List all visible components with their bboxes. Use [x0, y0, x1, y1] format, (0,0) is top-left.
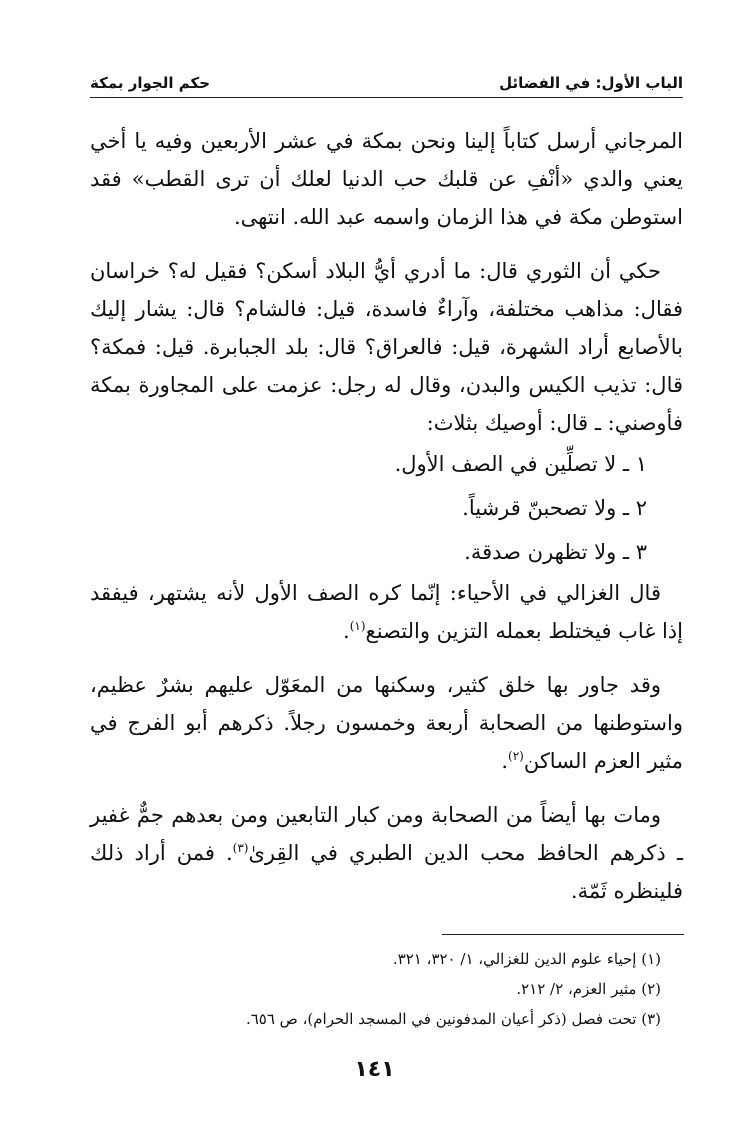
page-number: ١٤١ [354, 1057, 395, 1082]
ghazali-text: قال الغزالي في الأحياء: إنّما كره الصف الأول لأنه يشتهر، فيفقد إذا غاب فيختلط بعمله التزين والتصنع [90, 581, 683, 643]
footnote-marker-3: (٣) [232, 841, 249, 855]
list-item: ٢ ـ ولا تصحبنّ قرشياً. [462, 496, 647, 520]
running-header [90, 60, 683, 98]
footnote-item: (١) إحياء علوم الدين للغزالي، ١/ ٣٢٠، ٣٢١. [392, 950, 661, 968]
footnote-divider [442, 934, 684, 935]
list-item: ٣ ـ ولا تظهرن صدقة. [464, 540, 647, 564]
footnotes [90, 944, 661, 1034]
main-text [90, 122, 683, 910]
list-item: ١ ـ لا تصلِّين في الصف الأول. [394, 452, 647, 476]
paragraph-marjani: المرجاني أرسل كتاباً إلينا ونحن بمكة في عشر الأربعين وفيه يا أخي يعني والدي «أنْفِ عن قلبك حب الدنيا لعلك أن ترى القطب» فقد استوطن مكة في هذا الزمان واسمه عبد الله. انتهى. [90, 129, 683, 229]
footnote-marker-1: (١) [349, 619, 366, 633]
paragraph-jawar [90, 666, 683, 780]
jawar-text: وقد جاور بها خلق كثير، وسكنها من المعَوّل عليهم بشرٌ عظيم، واستوطنها من الصحابة أربعة وخمسون رجلاً. ذكرهم أبو الفرج في مثير العزم الساكن [90, 673, 683, 773]
paragraph-thawri: حكي أن الثوري قال: ما أدري أيُّ البلاد أسكن؟ فقيل له؟ خراسان فقال: مذاهب مختلفة، وآراءٌ فاسدة، قيل: فالشام؟ قال: يشار إليك بالأصابع أراد الشهرة، قيل: فالعراق؟ قال: بلد الجبابرة. قيل: فمكة؟ قال: تذيب الكيس والبدن، وقال له رجل: عزمت على المجاورة بمكة فأوصني: ـ قال: أوصيك بثلاث: [90, 259, 683, 435]
end-dot: . [343, 619, 350, 643]
paragraph-mat [90, 796, 683, 910]
footnote-item: (٣) تحت فصل (ذكر أعيان المدفونين في المسجد الحرام)، ص ٦٥٦. [245, 1010, 661, 1028]
end-dot: . [501, 749, 508, 773]
chapter-title: الباب الأول: في الفضائل [499, 74, 683, 92]
mat-text-1: ومات بها أيضاً من الصحابة ومن كبار التابعين ومن بعدهم جمٌّ غفير ـ ذكرهم الحافظ محب الدين الطبري في القِرىٰ [90, 803, 683, 865]
paragraph-ghazali [90, 574, 683, 650]
footnote-item: (٢) مثير العزم، ٢/ ٢١٢. [516, 980, 661, 998]
mat-text-2: . فمن أراد ذلك فلينظره ثَمّة. [90, 841, 683, 903]
section-title: حكم الجوار بمكة [90, 74, 211, 92]
footnote-marker-2: (٢) [508, 749, 524, 763]
